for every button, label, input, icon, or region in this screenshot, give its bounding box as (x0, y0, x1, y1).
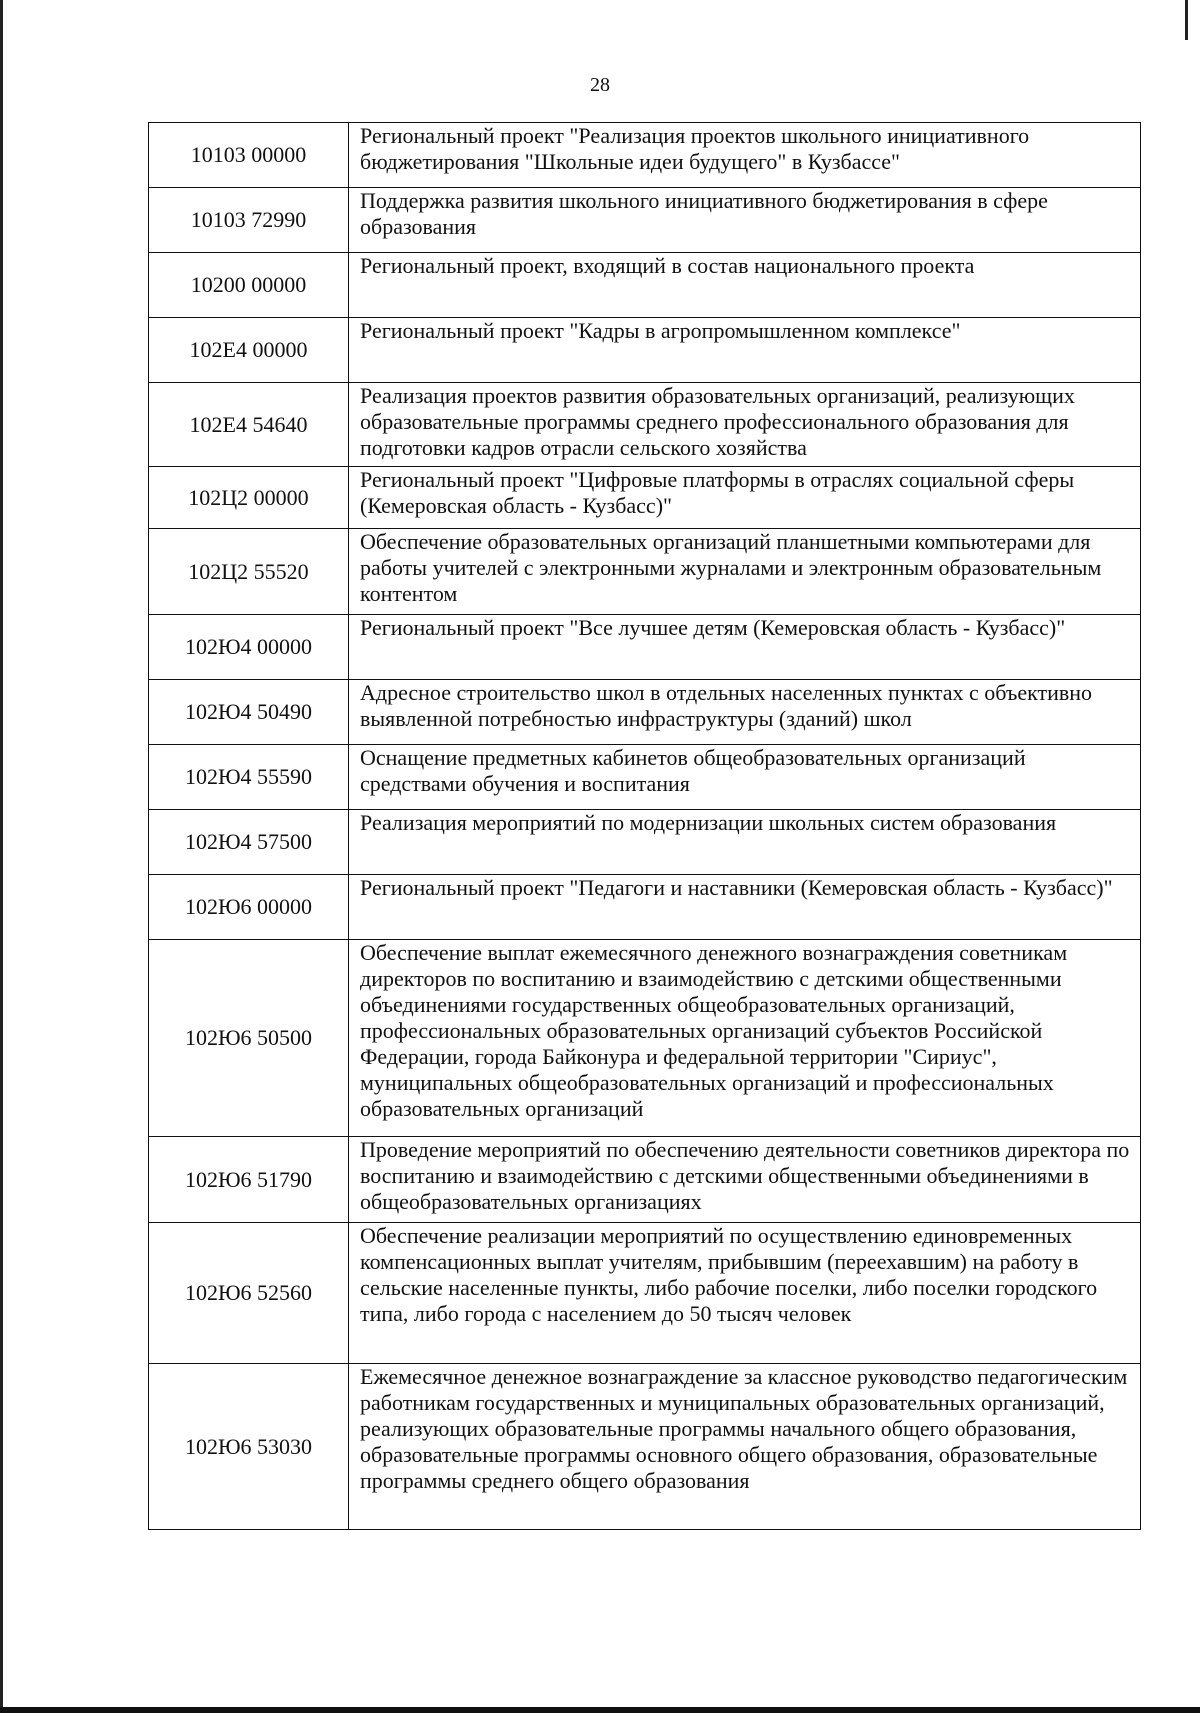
table-row (149, 383, 1141, 467)
row-code: 102Ю4 55590 (149, 745, 349, 810)
row-description: Региональный проект "Кадры в агропромышленном комплексе" (349, 318, 1141, 383)
table-row (149, 253, 1141, 318)
row-code: 10103 00000 (149, 123, 349, 188)
row-code: 102Ю4 50490 (149, 680, 349, 745)
table-row (149, 1364, 1141, 1530)
table-row (149, 529, 1141, 615)
row-code: 102Ю4 57500 (149, 810, 349, 875)
row-code: 102Ю4 00000 (149, 615, 349, 680)
row-description: Реализация проектов развития образовательных организаций, реализующих образовательные программы среднего профессионального образования для подготовки кадров отрасли сельского хозяйства (349, 383, 1141, 467)
row-description: Реализация мероприятий по модернизации школьных систем образования (349, 810, 1141, 875)
row-code: 102E4 54640 (149, 383, 349, 467)
table-row (149, 940, 1141, 1137)
row-description: Обеспечение реализации мероприятий по осуществлению единовременных компенсационных выплат учителям, прибывшим (переехавшим) на работу в сельские населенные пункты, либо рабочие поселки, либо поселки городского типа, либо города с населением до 50 тысяч человек (349, 1223, 1141, 1364)
row-code: 102Ю6 50500 (149, 940, 349, 1137)
page-number: 28 (590, 74, 610, 96)
row-description: Оснащение предметных кабинетов общеобразовательных организаций средствами обучения и воспитания (349, 745, 1141, 810)
table-row (149, 680, 1141, 745)
row-code: 10103 72990 (149, 188, 349, 253)
budget-classification-table (148, 122, 1141, 1530)
row-description: Ежемесячное денежное вознаграждение за классное руководство педагогическим работникам государственных и муниципальных образовательных организаций, реализующих образовательные программы начального общего образования, образовательные программы основного общего образования, образовательные программы среднего общего образования (349, 1364, 1141, 1530)
table-row (149, 1137, 1141, 1223)
row-description: Адресное строительство школ в отдельных населенных пунктах с объективно выявленной потребностью инфраструктуры (зданий) школ (349, 680, 1141, 745)
table-row (149, 318, 1141, 383)
row-description: Обеспечение выплат ежемесячного денежного вознаграждения советникам директоров по воспитанию и взаимодействию с детскими общественными объединениями государственных общеобразовательных организаций, профессиональных образовательных организаций субъектов Российской Федерации, города Байконура и федеральной территории "Сириус", муниципальных общеобразовательных организаций и профессиональных образовательных организаций (349, 940, 1141, 1137)
row-description: Поддержка развития школьного инициативного бюджетирования в сфере образования (349, 188, 1141, 253)
row-code: 102E4 00000 (149, 318, 349, 383)
row-code: 102Ц2 55520 (149, 529, 349, 615)
table-row (149, 1223, 1141, 1364)
scan-edge-right (1185, 0, 1188, 40)
row-description: Региональный проект "Цифровые платформы в отраслях социальной сферы (Кемеровская область - Кузбасс)" (349, 467, 1141, 529)
row-code: 102Ц2 00000 (149, 467, 349, 529)
row-description: Региональный проект, входящий в состав национального проекта (349, 253, 1141, 318)
row-code: 102Ю6 00000 (149, 875, 349, 940)
row-description: Региональный проект "Реализация проектов школьного инициативного бюджетирования "Школьные идеи будущего" в Кузбассе" (349, 123, 1141, 188)
row-code: 102Ю6 52560 (149, 1223, 349, 1364)
scan-edge-bottom (0, 1707, 1200, 1713)
row-description: Региональный проект "Все лучшее детям (Кемеровская область - Кузбасс)" (349, 615, 1141, 680)
table-row (149, 875, 1141, 940)
table-row (149, 615, 1141, 680)
table-row (149, 123, 1141, 188)
row-description: Региональный проект "Педагоги и наставники (Кемеровская область - Кузбасс)" (349, 875, 1141, 940)
table-row (149, 810, 1141, 875)
row-description: Проведение мероприятий по обеспечению деятельности советников директора по воспитанию и взаимодействию с детскими общественными объединениями в общеобразовательных организациях (349, 1137, 1141, 1223)
row-description: Обеспечение образовательных организаций планшетными компьютерами для работы учителей с электронными журналами и электронным образовательным контентом (349, 529, 1141, 615)
table-row (149, 745, 1141, 810)
row-code: 10200 00000 (149, 253, 349, 318)
table-row (149, 467, 1141, 529)
table-row (149, 188, 1141, 253)
scan-edge-left (0, 0, 3, 1713)
row-code: 102Ю6 53030 (149, 1364, 349, 1530)
row-code: 102Ю6 51790 (149, 1137, 349, 1223)
